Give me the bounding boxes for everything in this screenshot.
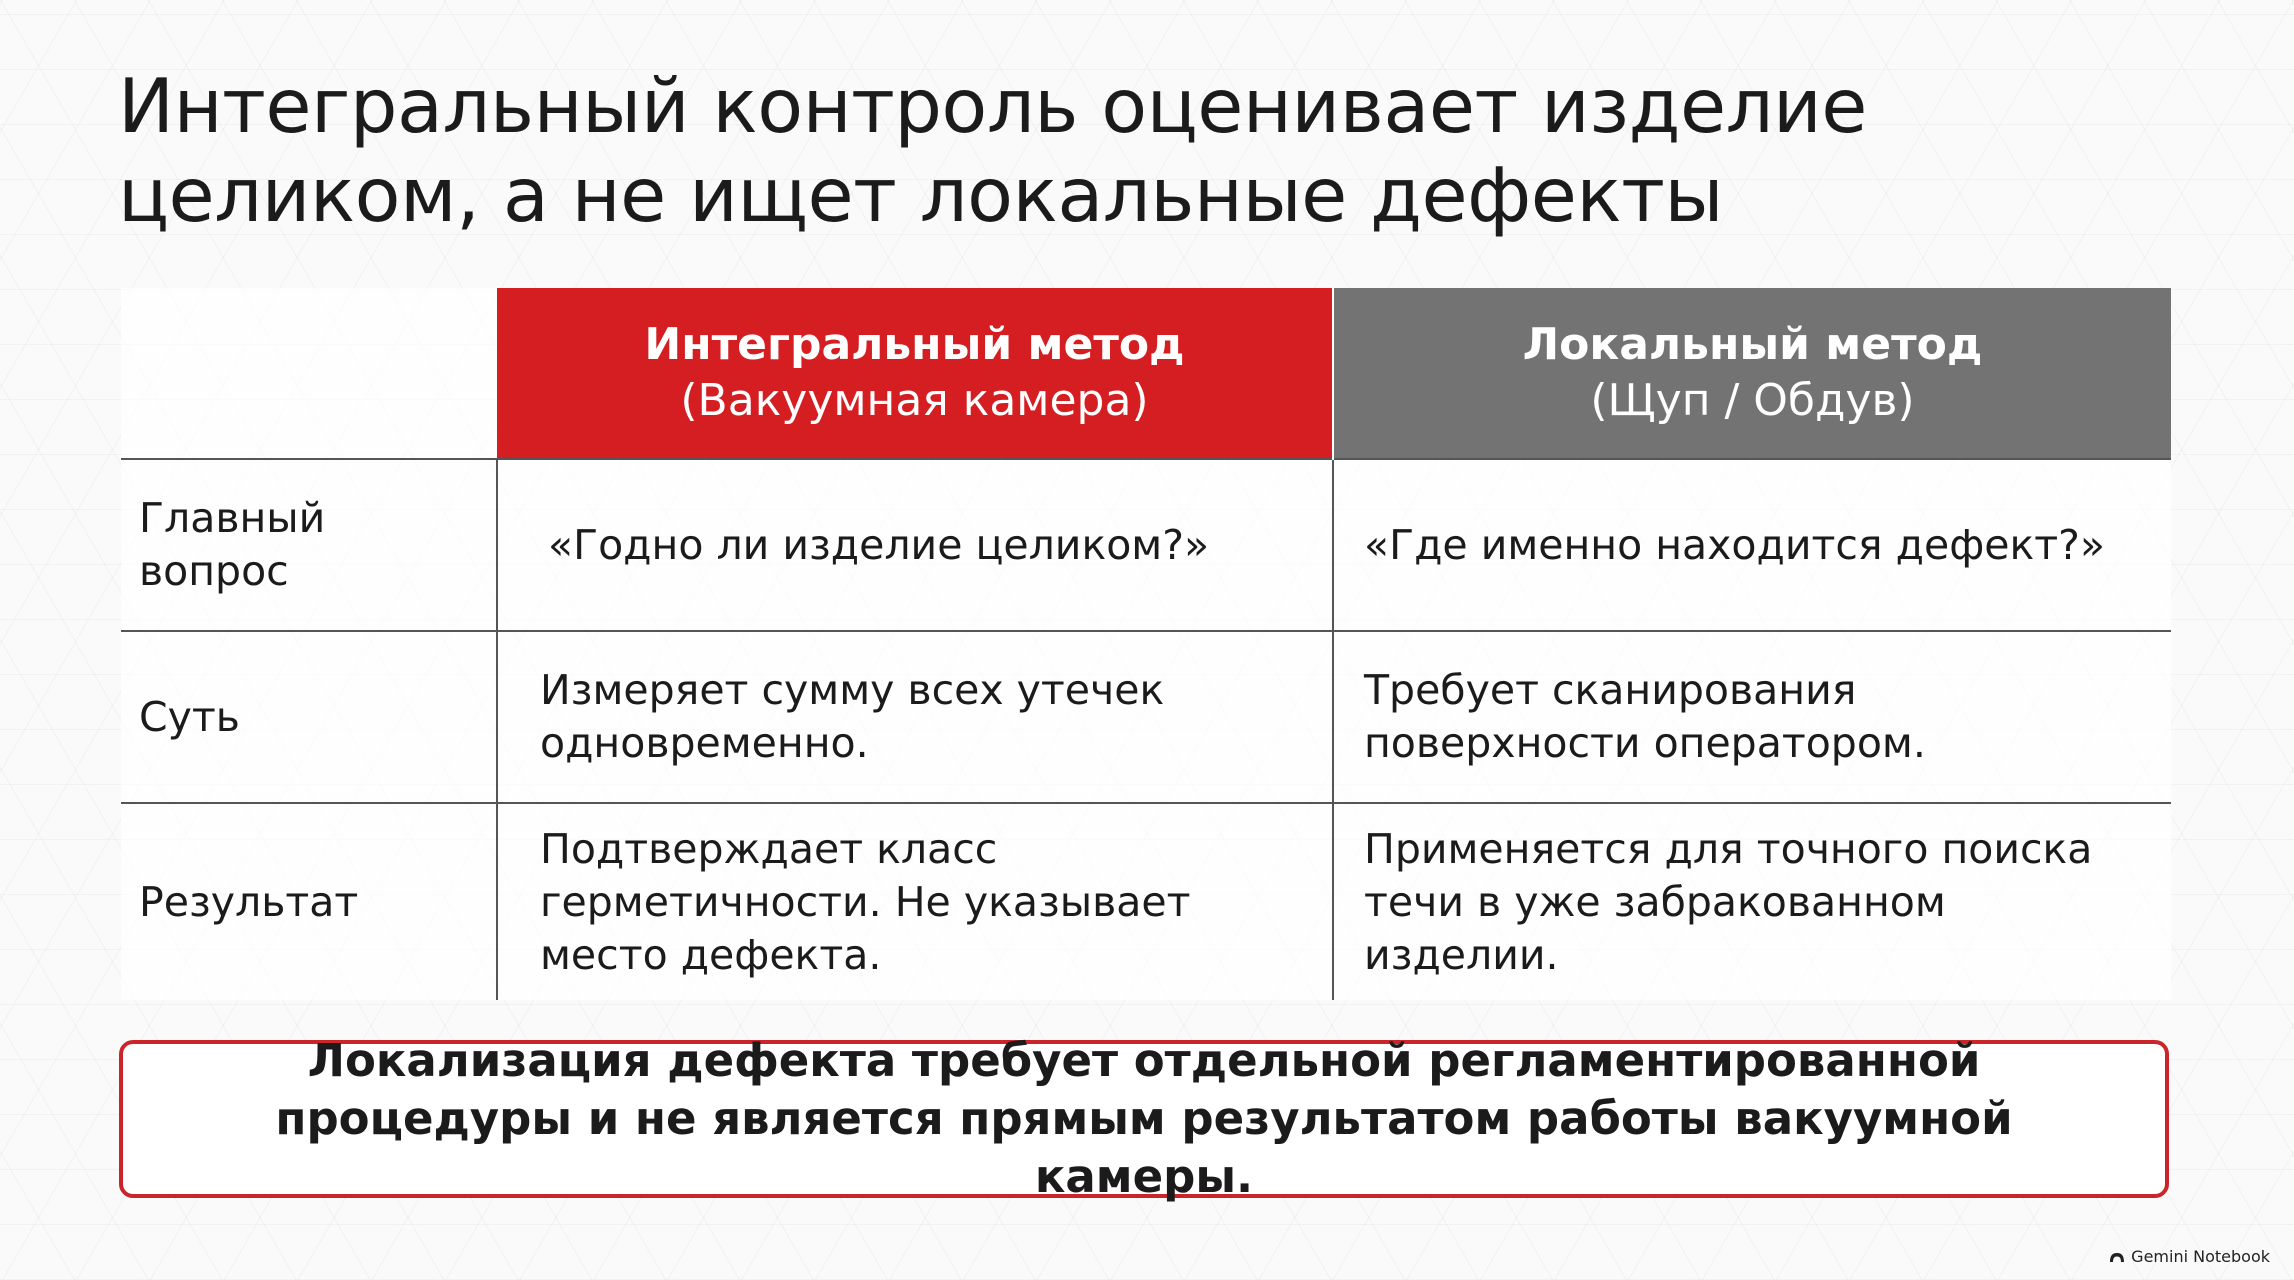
local-essence-cell: Требует сканирования поверхности оператором. <box>1333 631 2171 803</box>
row-label-essence: Суть <box>121 631 497 803</box>
integral-main-question-cell: «Годно ли изделие целиком?» <box>497 459 1333 631</box>
integral-method-title: Интегральный метод <box>644 319 1185 370</box>
table-header-row <box>121 288 2171 459</box>
row-label-main-question: Главный вопрос <box>121 459 497 631</box>
local-method-subtitle: (Щуп / Обдув) <box>1590 375 1915 426</box>
brand-watermark <box>2109 1247 2270 1266</box>
table-row-main-question <box>121 459 2171 631</box>
comparison-table <box>121 288 2171 1000</box>
integral-method-header <box>497 288 1333 459</box>
conclusion-text: Локализация дефекта требует отдельной регламентированной процедуры и не является прямым результатом работы вакуумной камеры. <box>275 1034 2013 1203</box>
slide-title: Интегральный контроль оценивает изделие целиком, а не ищет локальные дефекты <box>118 62 1867 239</box>
local-main-question-cell: «Где именно находится дефект?» <box>1333 459 2171 631</box>
table-row-result <box>121 803 2171 1000</box>
conclusion-callout <box>119 1034 2169 1203</box>
local-method-header <box>1333 288 2171 459</box>
local-result-cell: Применяется для точного поиска течи в уже забракованном изделии. <box>1333 803 2171 1000</box>
row-label-result: Результат <box>121 803 497 1000</box>
gemini-notebook-icon <box>2109 1252 2125 1262</box>
table-row-essence <box>121 631 2171 803</box>
integral-method-subtitle: (Вакуумная камера) <box>680 375 1149 426</box>
table-corner-cell <box>121 288 497 459</box>
integral-essence-cell: Измеряет сумму всех утечек одновременно. <box>497 631 1333 803</box>
brand-label: Gemini Notebook <box>2131 1247 2270 1266</box>
integral-result-cell: Подтверждает класс герметичности. Не указывает место дефекта. <box>497 803 1333 1000</box>
local-method-title: Локальный метод <box>1522 319 1983 370</box>
